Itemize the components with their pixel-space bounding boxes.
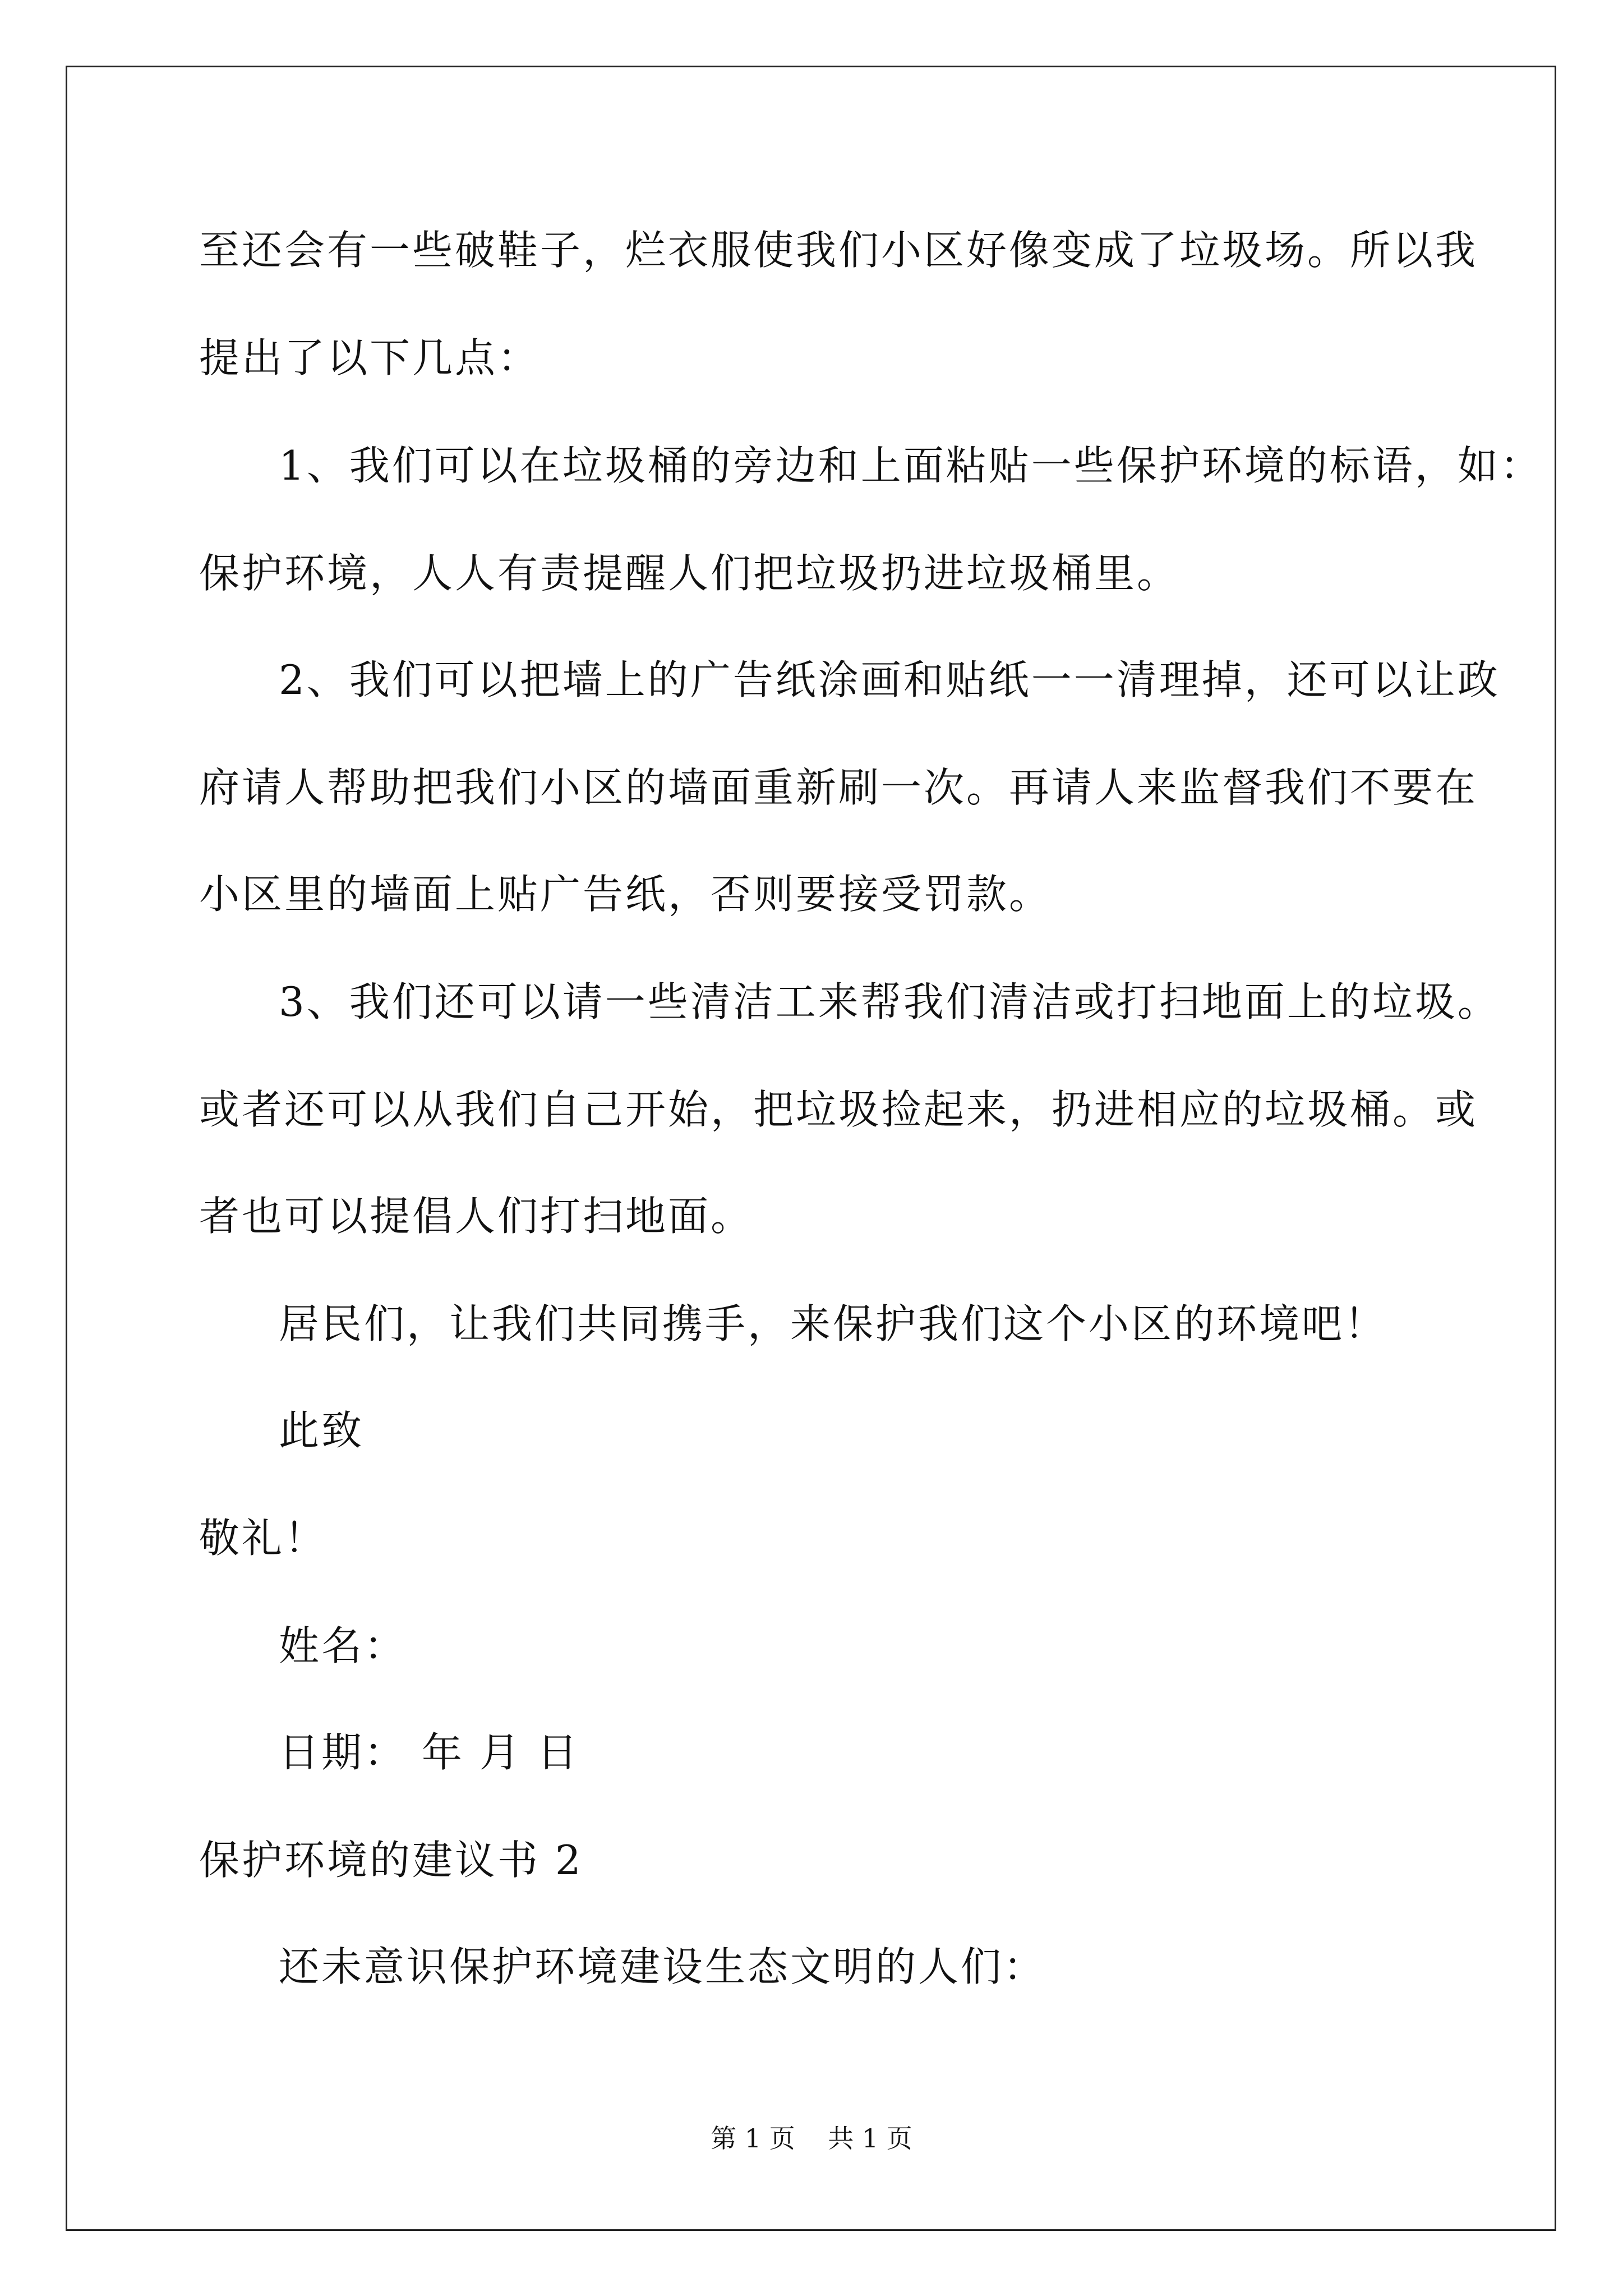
signature-name: 姓名： (279, 1622, 407, 1669)
salutation-jingli: 敬礼！ (199, 1515, 328, 1562)
body-line: 小区里的墙面上贴广告纸，否则要接受罚款。 (199, 871, 1052, 918)
list-item-3: 3、我们还可以请一些清洁工来帮我们清洁或打扫地面上的垃圾。 (279, 978, 1500, 1025)
body-line: 或者还可以从我们自己开始，把垃圾捡起来，扔进相应的垃圾桶。或 (199, 1086, 1478, 1133)
body-line: 府请人帮助把我们小区的墙面重新刷一次。再请人来监督我们不要在 (199, 764, 1478, 811)
page-border (66, 66, 1556, 2231)
body-line: 至还会有一些破鞋子，烂衣服使我们小区好像变成了垃圾场。所以我 (199, 227, 1478, 274)
body-line: 保护环境，人人有责提醒人们把垃圾扔进垃圾桶里。 (199, 550, 1180, 597)
body-line: 提出了以下几点： (199, 334, 541, 381)
closing-paragraph: 居民们，让我们共同携手，来保护我们这个小区的环境吧！ (279, 1300, 1387, 1347)
signature-date: 日期： 年 月 日 (279, 1729, 580, 1776)
list-item-1: 1、我们可以在垃圾桶的旁边和上面粘贴一些保护环境的标语，如： (279, 442, 1543, 489)
page-footer: 第 1 页 共 1 页 (711, 2123, 912, 2154)
body-line: 者也可以提倡人们打扫地面。 (199, 1193, 754, 1240)
list-item-2: 2、我们可以把墙上的广告纸涂画和贴纸一一清理掉，还可以让政 (279, 656, 1500, 703)
section-title: 保护环境的建议书 2 (199, 1837, 583, 1884)
letter-greeting: 还未意识保护环境建设生态文明的人们： (279, 1943, 1046, 1990)
salutation-cizhi: 此致 (279, 1407, 365, 1454)
